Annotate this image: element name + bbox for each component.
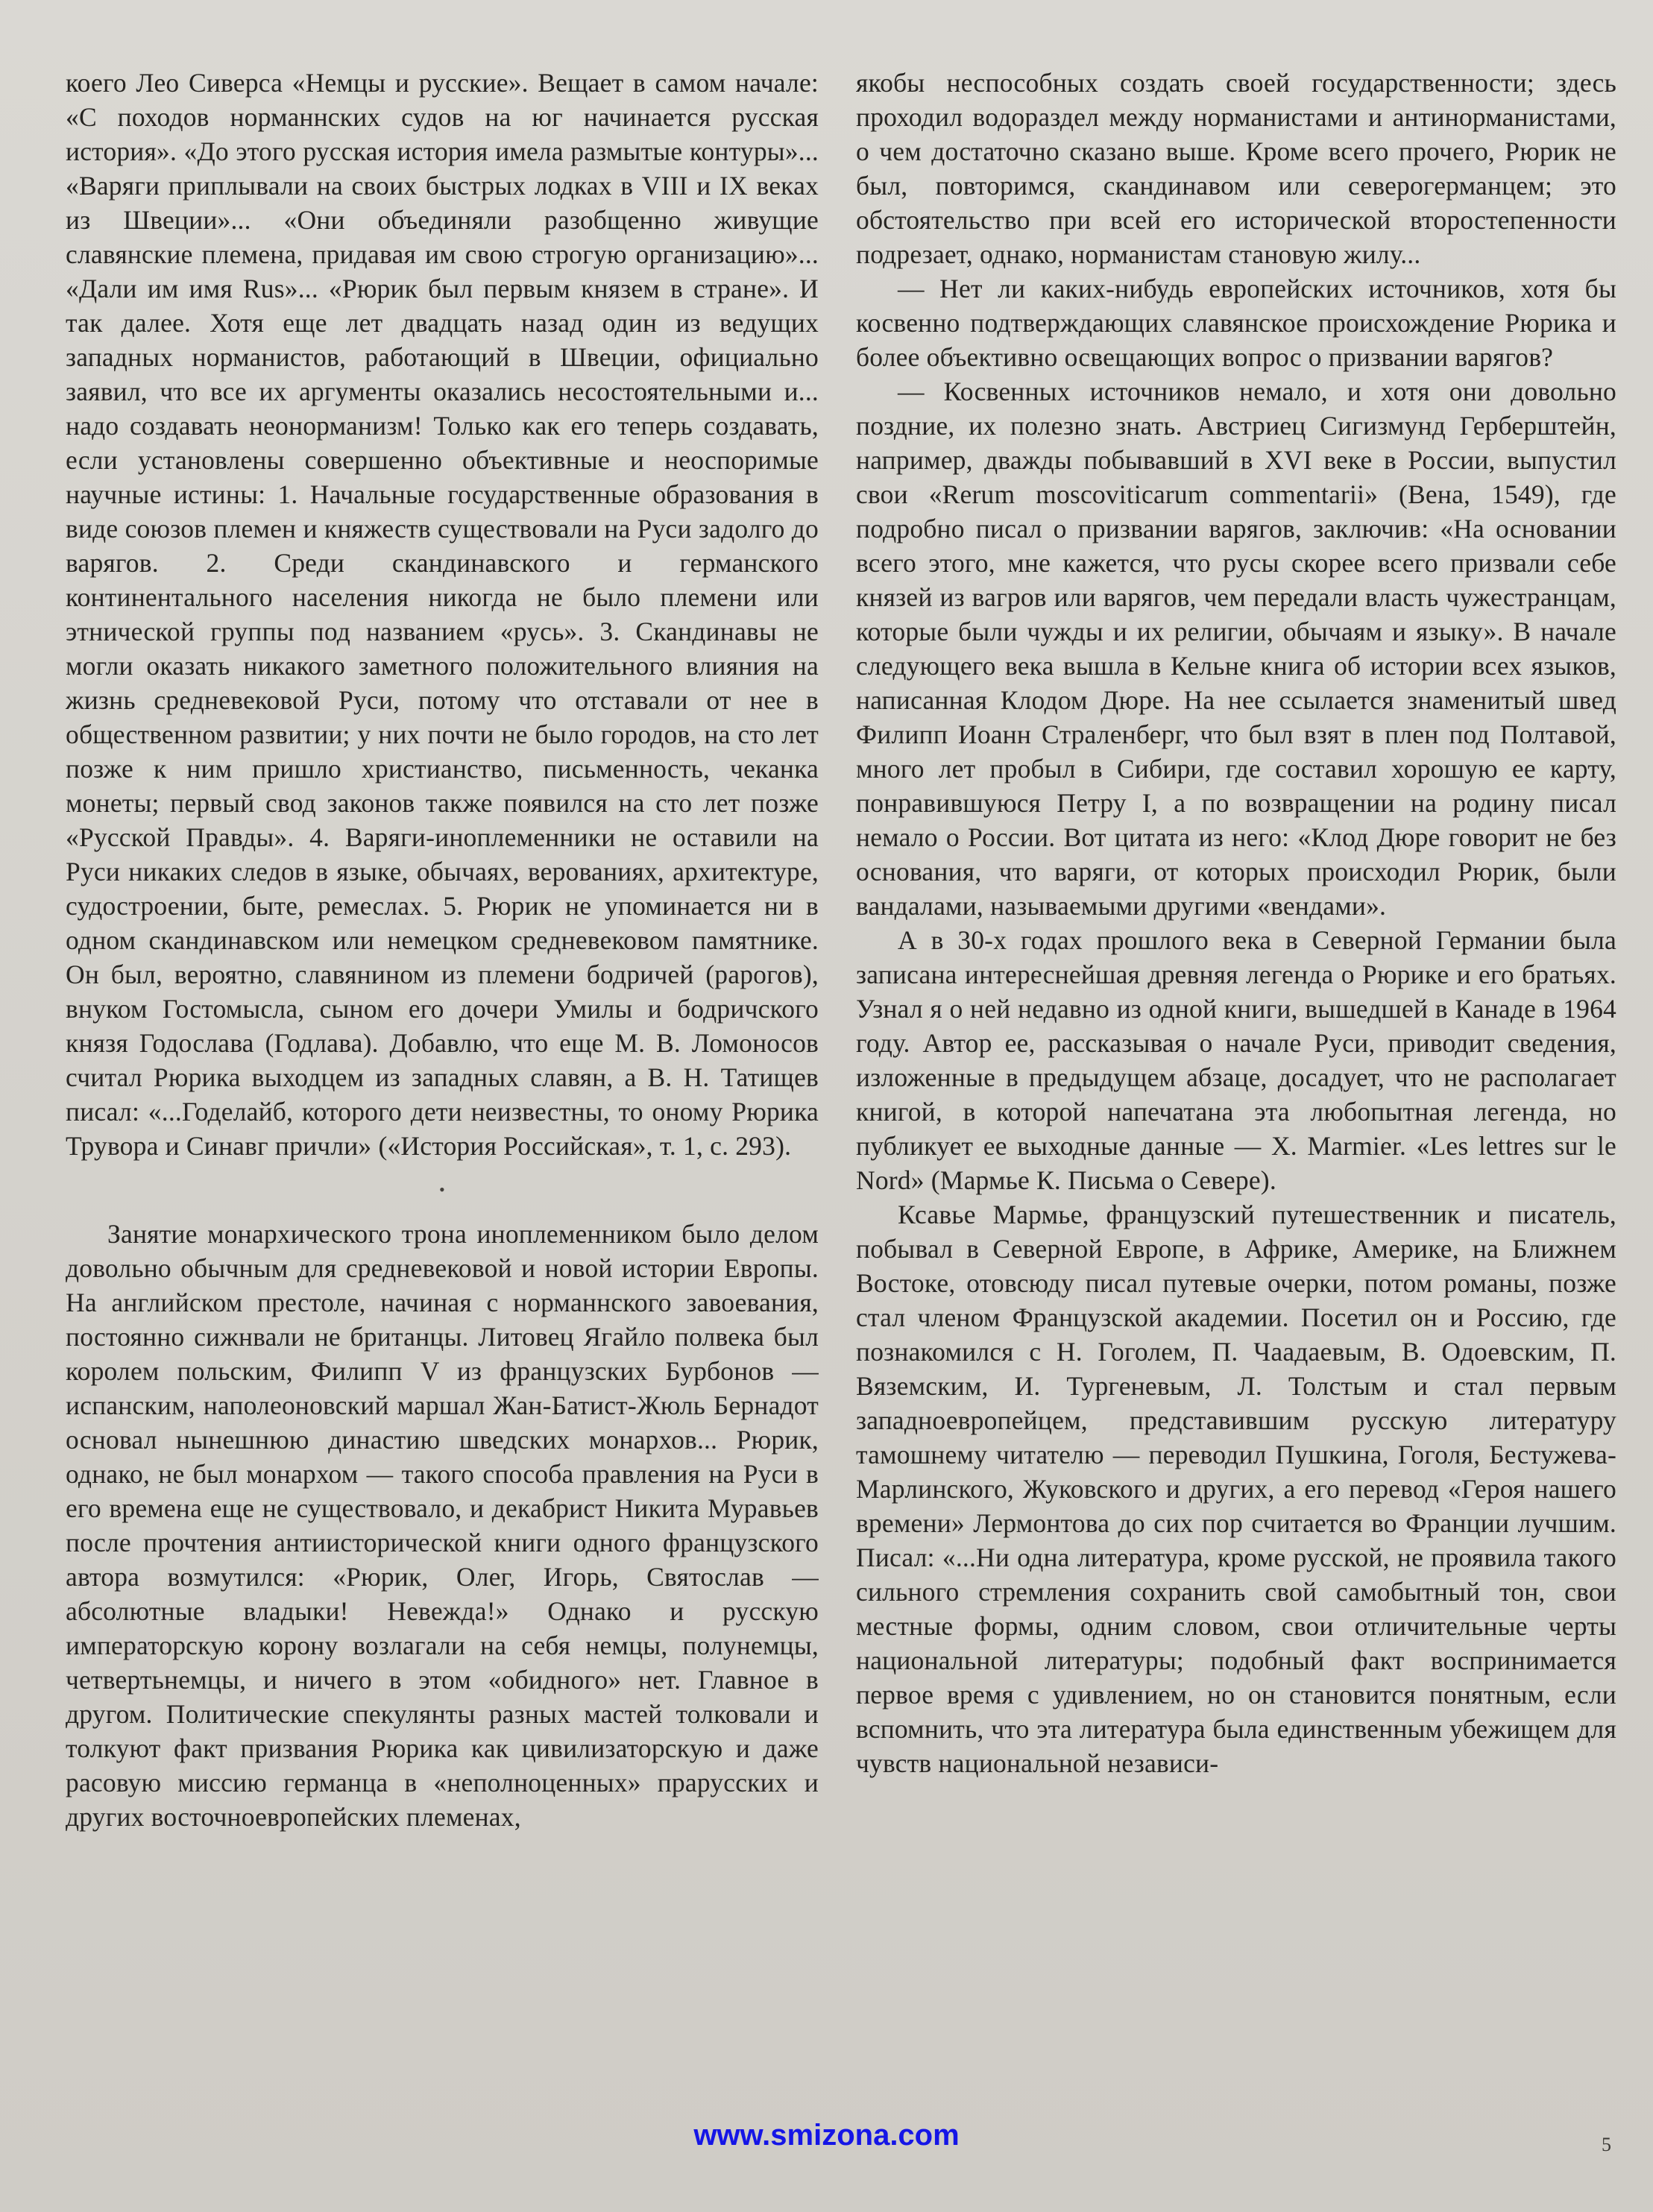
left-paragraph-2: Занятие монархического трона иноплеменником было делом довольно обычным для средневековой и новой истории Европы. На английском престоле, начиная с норманнского завоевания, постоянно сижнвали не британцы. Литовец Ягайло полвека был королем польским, Филипп V из французских Бурбонов — испанским, наполеоновский маршал Жан-Батист-Жюль Бернадот основал нынешнюю династию шведских монархов... Рюрик, однако, не был монархом — такого способа правления на Руси в его времена еще не существовало, и декабрист Никита Муравьев после прочтения антиисторической книги одного французского автора возмутился: «Рюрик, Олег, Игорь, Святослав — абсолютные владыки! Невежда!» Однако и русскую императорскую корону возлагали на себя немцы, полунемцы, четвертьнемцы, и ничего в этом «обидного» нет. Главное в другом. Политические спекулянты разных мастей толковали и толкуют факт призвания Рюрика как цивилизаторскую и даже расовую миссию германца в «неполноценных» праруcских и других восточноевропейских племенах, [66,1219,819,1832]
page-number: 5 [1602,2134,1611,2155]
right-paragraph-3: — Косвенных источников немало, и хотя они довольно поздние, их полезно знать. Австриец Сигизмунд Герберштейн, например, дважды побывавший в XVI веке в России, выпустил свои «Rerum moscoviticarum commentarii» (Вена, 1549), где подробно писал о призвании варягов, заключив: «На основании всего этого, мне кажется, что русы скорее всего призвали себе князей из вагров или варягов, чем передали власть чужестранцам, которые были чужды и их религии, обычаям и языку». В начале следующего века вышла в Кельне книга об истории всех языков, написанная Клодом Дюре. На нее ссылается знаменитый швед Филипп Иоанн Страленберг, что был взят в плен под Полтавой, много лет пробыл в Сибири, где составил хорошую ее карту, понравившуюся Петру I, а по возвращении на родину писал немало о России. Вот цитата из него: «Клод Дюре говорит не без основания, что варяги, от которых происходил Рюрик, были вандалами, называемыми другими «вендами». [856,376,1616,921]
right-paragraph-4: А в 30-х годах прошлого века в Северной Германии была записана интереснейшая древняя легенда о Рюрике и его братьях. Узнал я о ней недавно из одной книги, вышедшей в Канаде в 1964 году. Автор ее, рассказывая о начале Руси, приводит сведения, изложенные в предыдущем абзаце, досадует, что не располагает книгой, в которой напечатана эта любопытная легенда, но публикует ее выходные данные — X. Marmier. «Les lettres sur le Nord» (Мармье К. Письма о Севере). [856,925,1616,1195]
section-separator: • [439,1180,445,1199]
left-column [66,66,819,1834]
right-column [856,66,1616,1780]
site-watermark-link[interactable]: www.smizona.com [693,2119,960,2152]
right-paragraph-5: Ксавье Мармье, французский путешественник и писатель, побывал в Северной Европе, в Африке, Америке, на Ближнем Востоке, отовсюду писал путевые очерки, потом романы, позже стал членом Французской академии. Посетил он и Россию, где познакомился с Н. Гоголем, П. Чаадаевым, В. Одоевским, П. Вяземским, И. Тургеневым, Л. Толстым и стал первым западноевропейцем, представившим русскую литературу тамошнему читателю — переводил Пушкина, Гоголя, Бестужева-Марлинского, Жуковского и других, а его перевод «Героя нашего времени» Лермонтова до сих пор считается во Франции лучшим. Писал: «...Ни одна литература, кроме русской, не проявила такого сильного стремления сохранить свой самобытный тон, свои местные формы, одним словом, свои отличительные черты национальной литературы; подобный факт воспринимается первое время с удивлением, но он становится понятным, если вспомнить, что эта литература была единственным убежищем для чувств национальной независи- [856,1200,1616,1778]
right-paragraph-1: якобы неспособных создать своей государственности; здесь проходил водораздел между норманистами и антинорманистами, о чем достаточно сказано выше. Кроме всего прочего, Рюрик не был, повторимся, скандинавом или северогерманцем; это обстоятельство при всей его исторической второстепенности подрезает, однако, норманистам становую жилу... [856,68,1616,269]
left-paragraph-1: коего Лео Сиверса «Немцы и русские». Вещает в самом начале: «С походов норманнских судов на юг начинается русская история». «До этого русская история имела размытые контуры»... «Варяги приплывали на своих быстрых лодках в VIII и IX веках из Швеции»... «Они объединяли разобщенно живущие славянские племена, придавая им свою строгую организацию»... «Дали им имя Rus»... «Рюрик был первым князем в стране». И так далее. Хотя еще лет двадцать назад один из ведущих западных норманистов, работающий в Швеции, официально заявил, что все их аргументы оказались несостоятельными и... надо создавать неонорманизм! Только как его теперь создавать, если установлены совершенно объективные и неоспоримые научные истины: 1. Начальные государственные образования в виде союзов племен и княжеств существовали на Руси задолго до варягов. 2. Среди скандинавского и германского континентального населения никогда не было племени или этнической группы под названием «русь». 3. Скандинавы не могли оказать никакого заметного положительного влияния на жизнь средневековой Руси, потому что отставали от нее в общественном развитии; у них почти не было городов, на сто лет позже к ним пришло христианство, письменность, чеканка монеты; первый свод законов также появился на сто лет позже «Русской Правды». 4. Варяги-иноплеменники не оставили на Руси никаких следов в языке, обычаях, верованиях, архитектуре, судостроении, быте, ремеслах. 5. Рюрик не упоминается ни в одном скандинавском или немецком средневековом памятнике. Он был, вероятно, славянином из племени бодричей (рарогов), внуком Гостомысла, сыном его дочери Умилы и бодричского князя Годослава (Годлава). Добавлю, что еще М. В. Ломоносов считал Рюрика выходцем из западных славян, а В. Н. Татищев писал: «...Годелайб, которого дети неизвестны, то оному Рюрика Трувора и Синавг причли» («История Российская», т. 1, с. 293). [66,68,819,1161]
right-paragraph-2: — Нет ли каких-нибудь европейских источников, хотя бы косвенно подтверждающих славянское происхождение Рюрика и более объективно освещающих вопрос о призвании варягов? [856,274,1616,372]
